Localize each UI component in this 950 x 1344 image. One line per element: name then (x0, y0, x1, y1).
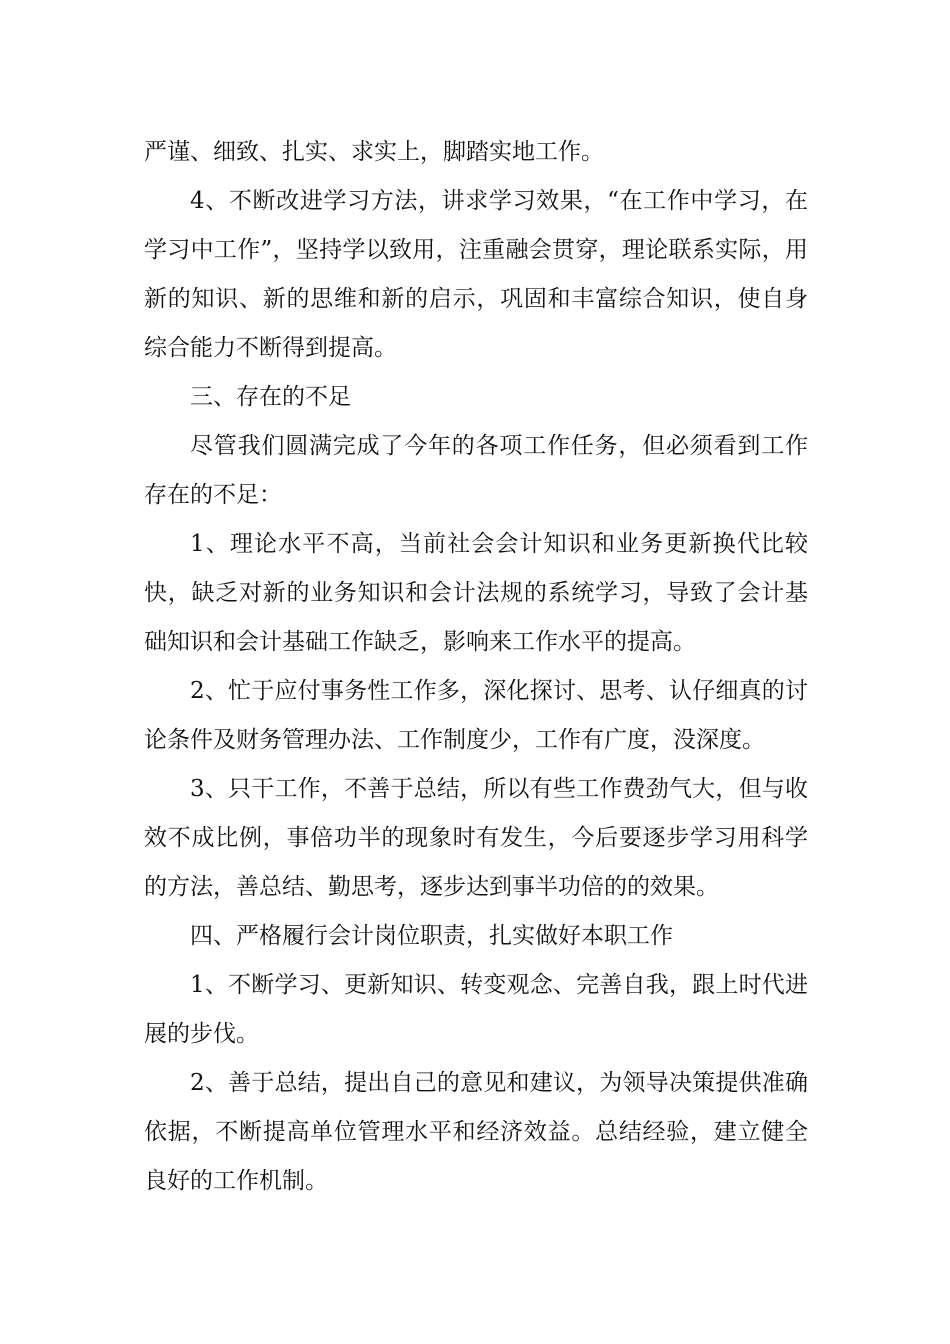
paragraph-intro: 尽管我们圆满完成了今年的各项工作任务，但必须看到工作存在的不足： (144, 433, 808, 508)
paragraph-shortcoming-3: 3、只干工作，不善于总结，所以有些工作费劲气大，但与收效不成比例，事倍功半的现象时有发生，今后要逐步学习用科学的方法，善总结、勤思考，逐步达到事半功倍的的效果。 (144, 776, 808, 900)
paragraph-duty-1: 1、不断学习、更新知识、转变观念、完善自我，跟上时代进展的步伐。 (144, 972, 808, 1047)
document-body (144, 128, 808, 1206)
paragraph-duty-2: 2、善于总结，提出自己的意见和建议，为领导决策提供准确依据，不断提高单位管理水平和经济效益。总结经验，建立健全良好的工作机制。 (144, 1070, 808, 1194)
paragraph-item-4: 4、不断改进学习方法，讲求学习效果，“在工作中学习，在学习中工作”，坚持学以致用，注重融会贯穿，理论联系实际，用新的知识、新的思维和新的启示，巩固和丰富综合知识，使自身综合能力不断得到提高。 (144, 188, 808, 361)
paragraph-continuation: 严谨、细致、扎实、求实上，脚踏实地工作。 (144, 139, 604, 165)
paragraph-shortcoming-2: 2、忙于应付事务性工作多，深化探讨、思考、认仔细真的讨论条件及财务管理办法、工作制度少，工作有广度，没深度。 (144, 678, 808, 753)
paragraph-shortcoming-1: 1、理论水平不高，当前社会会计知识和业务更新换代比较快，缺乏对新的业务知识和会计法规的系统学习，导致了会计基础知识和会计基础工作缺乏，影响来工作水平的提高。 (144, 531, 808, 655)
section-heading-3: 三、存在的不足 (190, 384, 351, 410)
section-heading-4: 四、严格履行会计岗位职责，扎实做好本职工作 (190, 923, 673, 949)
